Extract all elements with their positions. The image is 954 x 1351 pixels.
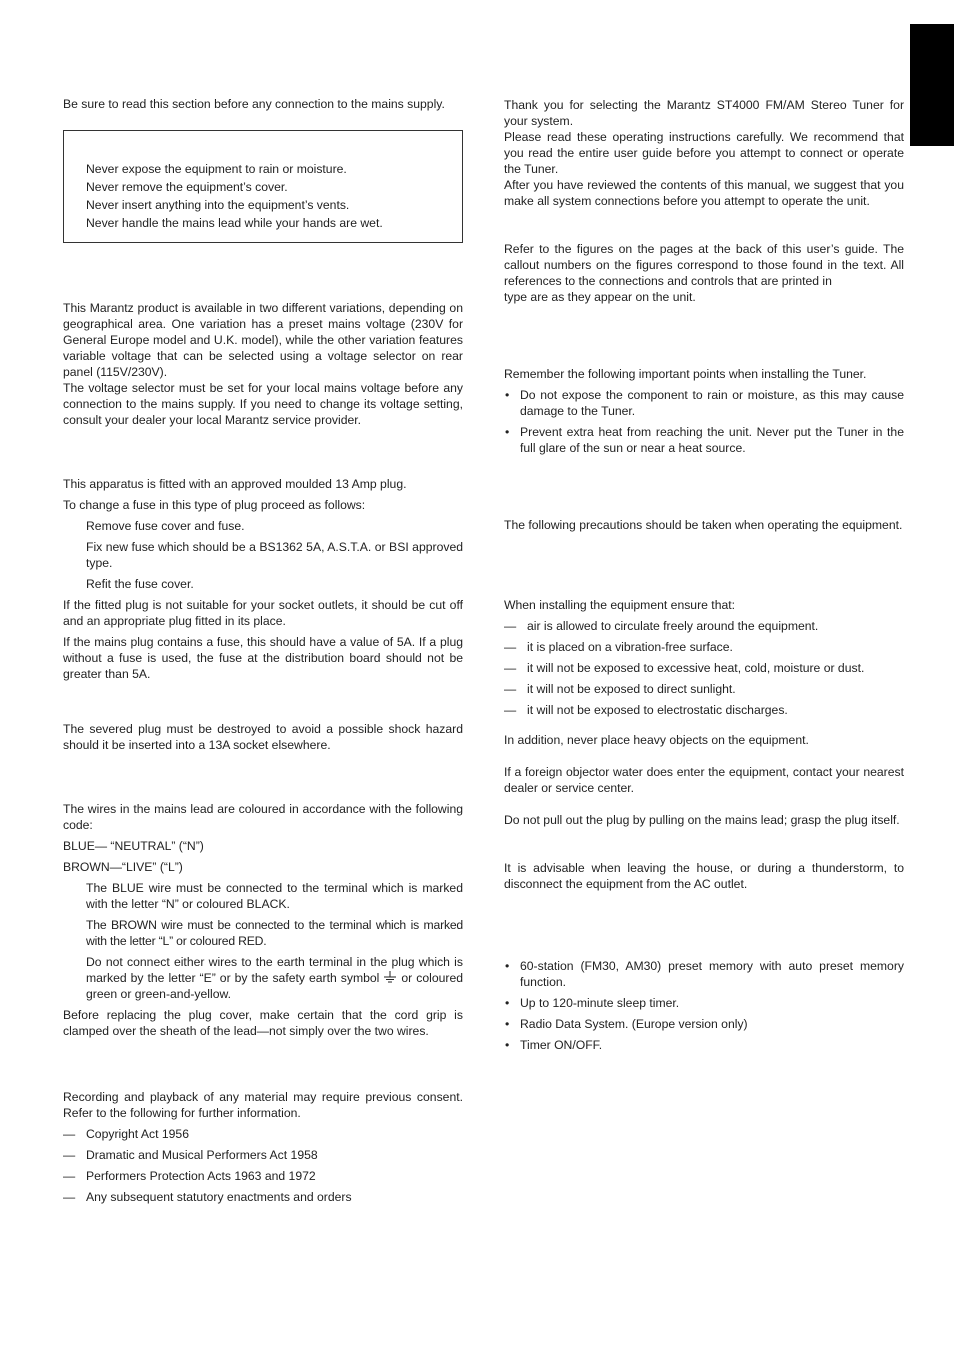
figures-section	[504, 241, 904, 305]
wires-blue: BLUE— “NEUTRAL” (“N”)	[63, 839, 204, 853]
feature-bullet: • Timer ON/OFF.	[504, 1037, 904, 1053]
wires-section	[63, 801, 463, 1039]
wire-instruction-earth	[63, 954, 463, 1002]
heavy-objects-section	[504, 732, 904, 748]
copyright-section	[63, 1089, 463, 1205]
plug-step: Fix new fuse which should be a BS1362 5A, A.S.T.A. or BSI approved type.	[86, 540, 463, 570]
copyright-item: — Copyright Act 1956	[63, 1126, 463, 1142]
voltage-paragraph: This Marantz product is available in two different variations, depending on geographical area. One variation has a preset mains voltage (230V for General Europe model and U.K. model), while the other variation features variable voltage that can be selected using a voltage selector on rear panel (115V/230V).	[63, 301, 463, 379]
warning-line: Never handle the mains lead while your hands are wet.	[86, 216, 383, 230]
language-tab-marker	[910, 24, 954, 146]
wires-paragraph: The wires in the mains lead are coloured in accordance with the following code:	[63, 802, 463, 832]
feature-bullet: • Up to 120-minute sleep timer.	[504, 995, 904, 1011]
precautions-paragraph: The following precautions should be taken when operating the equipment.	[504, 518, 903, 532]
feature-bullet: • Radio Data System. (Europe version only)	[504, 1016, 904, 1032]
thanks-paragraph: After you have reviewed the contents of this manual, we suggest that you make all system connections before you attempt to operate the unit.	[504, 178, 904, 208]
severed-plug-section	[63, 721, 463, 753]
install-bullet: • Prevent extra heat from reaching the unit. Never put the Tuner in the full glare of the sun or near a heat source.	[504, 424, 904, 456]
earth-text: Do not connect either wires to the earth terminal in the plug which is marked by the letter “E” or by the safety earth symbol	[86, 955, 463, 985]
plug-section	[63, 476, 463, 682]
severed-paragraph: The severed plug must be destroyed to avoid a possible shock hazard should it be inserted into a 13A socket elsewhere.	[63, 722, 463, 752]
pullout-paragraph: Do not pull out the plug by pulling on the mains lead; grasp the plug itself.	[504, 813, 900, 827]
ensure-item: — air is allowed to circulate freely around the equipment.	[504, 618, 904, 634]
ensure-item: — it will not be exposed to excessive heat, cold, moisture or dust.	[504, 660, 904, 676]
earth-symbol-icon	[383, 971, 397, 983]
thanks-paragraph: Please read these operating instructions carefully. We recommend that you read the entire user guide before you attempt to connect or operate the Tuner.	[504, 130, 904, 176]
features-section	[504, 958, 904, 1053]
ensure-section	[504, 597, 904, 718]
plug-paragraph: To change a fuse in this type of plug proceed as follows:	[63, 498, 366, 512]
plug-paragraph: This apparatus is fitted with an approved moulded 13 Amp plug.	[63, 477, 407, 491]
heavy-paragraph: In addition, never place heavy objects on the equipment.	[504, 733, 809, 747]
warning-line: Never expose the equipment to rain or moisture.	[86, 162, 347, 176]
warning-line: Never remove the equipment’s cover.	[86, 180, 288, 194]
wire-instruction: The BLUE wire must be connected to the terminal which is marked with the letter “N” or coloured BLACK.	[86, 881, 463, 911]
foreign-paragraph: If a foreign objector water does enter the equipment, contact your nearest dealer or service center.	[504, 765, 904, 795]
install-bullet: • Do not expose the component to rain or moisture, as this may cause damage to the Tuner.	[504, 387, 904, 419]
voltage-paragraph: The voltage selector must be set for your local mains voltage before any connection to the mains supply. If you need to change its voltage setting, consult your dealer your local Marantz service provider.	[63, 381, 463, 427]
wire-instruction: The BROWN wire must be connected to the terminal which is marked with the letter “L” or coloured RED.	[86, 918, 463, 948]
copyright-paragraph: Recording and playback of any material may require previous consent. Refer to the following for further information.	[63, 1090, 463, 1120]
intro-text: Be sure to read this section before any connection to the mains supply.	[63, 97, 445, 111]
earth-text: or coloured green or green-and-yellow.	[86, 971, 463, 1001]
warning-box	[63, 130, 463, 243]
plug-step: Remove fuse cover and fuse.	[86, 519, 245, 533]
feature-bullet: • 60-station (FM30, AM30) preset memory with auto preset memory function.	[504, 958, 904, 990]
warning-line: Never insert anything into the equipment’s vents.	[86, 198, 350, 212]
disconnect-section	[504, 860, 904, 892]
plug-paragraph: If the fitted plug is not suitable for your socket outlets, it should be cut off and an appropriate plug fitted in its place.	[63, 598, 463, 628]
copyright-item: — Any subsequent statutory enactments and orders	[63, 1189, 463, 1205]
wires-paragraph: Before replacing the plug cover, make certain that the cord grip is clamped over the sheath of the lead—not simply over the two wires.	[63, 1008, 463, 1038]
figures-paragraph: Refer to the figures on the pages at the back of this user’s guide. The callout numbers on the figures correspond to those found in the text. All references to the connections and controls that are printed in	[504, 242, 904, 288]
disconnect-paragraph: It is advisable when leaving the house, or during a thunderstorm, to disconnect the equipment from the AC outlet.	[504, 861, 904, 891]
thanks-section	[504, 97, 904, 209]
precautions-section	[504, 517, 904, 533]
voltage-section	[63, 300, 463, 428]
copyright-item: — Dramatic and Musical Performers Act 1958	[63, 1147, 463, 1163]
ensure-paragraph: When installing the equipment ensure that:	[504, 598, 736, 612]
install-paragraph: Remember the following important points when installing the Tuner.	[504, 367, 867, 381]
figures-paragraph: type are as they appear on the unit.	[504, 290, 696, 304]
ensure-item: — it will not be exposed to electrostatic discharges.	[504, 702, 904, 718]
ensure-item: — it will not be exposed to direct sunlight.	[504, 681, 904, 697]
plug-paragraph: If the mains plug contains a fuse, this should have a value of 5A. If a plug without a fuse is used, the fuse at the distribution board should not be greater than 5A.	[63, 635, 463, 681]
wires-brown: BROWN—“LIVE” (“L”)	[63, 860, 183, 874]
pullout-section	[504, 812, 904, 828]
copyright-item: — Performers Protection Acts 1963 and 1972	[63, 1168, 463, 1184]
install-section	[504, 366, 904, 456]
thanks-paragraph: Thank you for selecting the Marantz ST4000 FM/AM Stereo Tuner for your system.	[504, 98, 904, 128]
ensure-item: — it is placed on a vibration-free surface.	[504, 639, 904, 655]
left-column	[63, 96, 463, 112]
foreign-object-section	[504, 764, 904, 796]
plug-step: Refit the fuse cover.	[86, 577, 194, 591]
